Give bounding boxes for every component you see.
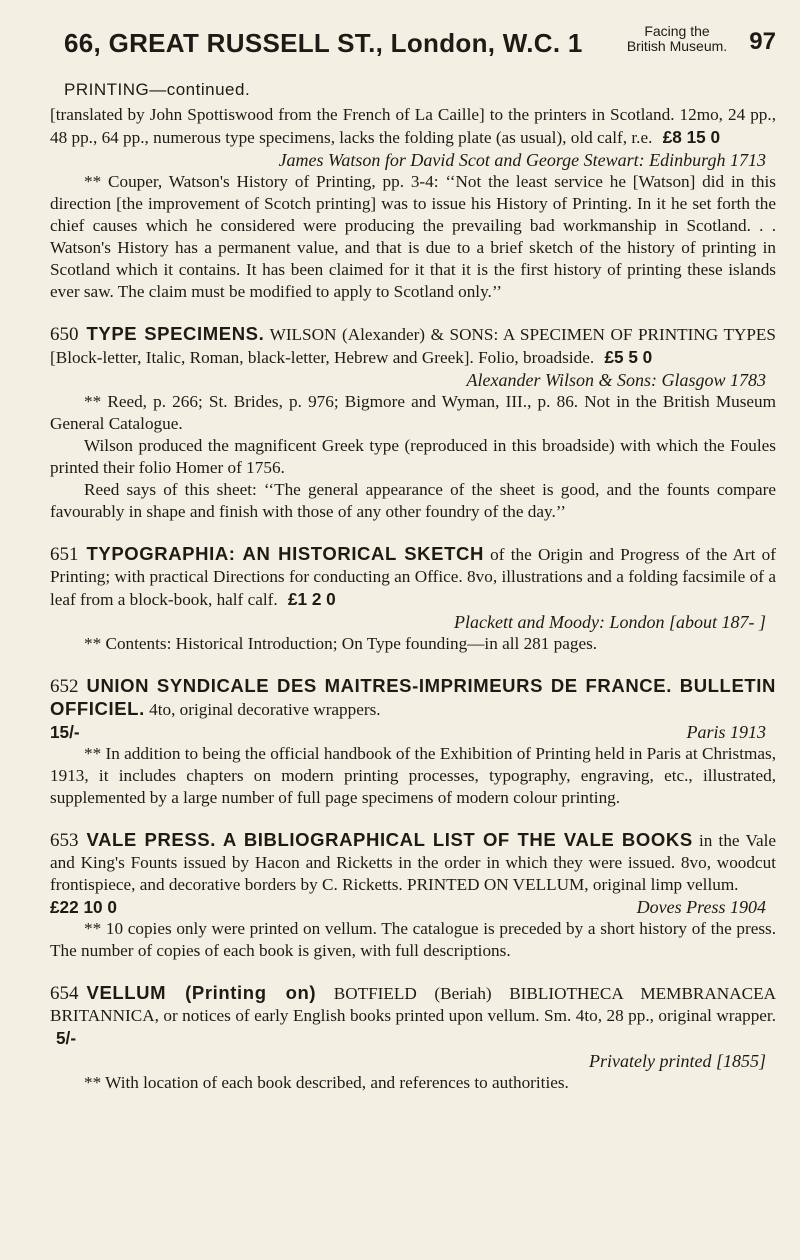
entry-650 (50, 323, 776, 523)
entry-number: 650 (50, 324, 79, 345)
entry-title: TYPE SPECIMENS. (86, 323, 265, 344)
entry-note: ** With location of each book described, and references to authorities. (84, 1073, 569, 1092)
entry-number: 651 (50, 544, 79, 565)
entry-note: Wilson produced the magnificent Greek type (reproduced in this broadside) with which the Foules printed their folio Homer of 1756. (50, 436, 776, 477)
entry-number: 652 (50, 676, 79, 697)
entry-text (50, 104, 776, 149)
entry-note: ** Couper, Watson's History of Printing, pp. 3-4: ‘‘Not the least service he [Watson] did in this direction [the improvement of Scotch printing] was to issue his History of Printing. In it he set forth the chief causes which he considered were producing the prevailing bad workmanship in Scotland. . . Watson's History has a permanent value, and that is due to a brief sketch of the history of printing in Scotland which it contains. It has been claimed for it that it is the first history of printing these islands ever saw. The claim must be modified to apply to Scotland only.’’ (50, 172, 776, 301)
entry-price: £22 10 0 (50, 897, 117, 917)
entry-653 (50, 829, 776, 962)
entry-number: 653 (50, 830, 79, 851)
entry-price: 5/- (56, 1028, 77, 1048)
entry-text (50, 323, 776, 369)
entry-text (50, 982, 776, 1050)
entry-description: WILSON (Alexander) & SONS: A SPECIMEN OF PRINTING TYPES [Block-letter, Italic, Roman, black-letter, Hebrew and Greek]. Folio, broadside. (50, 325, 776, 367)
entry-note: Reed says of this sheet: ‘‘The general appearance of the sheet is good, and the founts compare favourably in shape and finish with those of any other foundry of the day.’’ (50, 480, 776, 521)
facing-line-1: Facing the (644, 23, 710, 39)
header-facing-note (624, 24, 730, 54)
entry-note: ** Contents: Historical Introduction; On Type founding—in all 281 pages. (84, 634, 598, 653)
entry-title: VALE PRESS. A BIBLIOGRAPHICAL LIST OF THE VALE BOOKS (86, 829, 693, 850)
entry-note: ** In addition to being the official handbook of the Exhibition of Printing held in Paris at Christmas, 1913, it includes chapters on modern printing processes, typography, engraving, etc., illustrated, supplemented by a large number of full page specimens of modern colour printing. (50, 744, 776, 807)
entry-title: TYPOGRAPHIA: AN HISTORICAL SKETCH (86, 543, 484, 564)
entry-imprint: Doves Press 1904 (636, 897, 766, 917)
entry-description: BOTFIELD (Beriah) BIBLIOTHECA MEMBRANACEA BRITANNICA, or notices of early English books printed upon vellum. Sm. 4to, 28 pp., original wrapper. (50, 984, 777, 1025)
entry-text (50, 675, 776, 721)
page-number: 97 (749, 28, 776, 55)
header-address: 66, GREAT RUSSELL ST., London, W.C. 1 (64, 28, 583, 58)
entry-title: UNION SYNDICALE DES MAITRES-IMPRIMEURS DE FRANCE. BULLETIN OFFICIEL. (50, 675, 776, 719)
entry-note: ** Reed, p. 266; St. Brides, p. 976; Bigmore and Wyman, III., p. 86. Not in the British Museum General Catalogue. (50, 392, 776, 433)
entry-imprint: Paris 1913 (686, 722, 766, 742)
section-continued-heading: PRINTING—continued. (64, 80, 251, 99)
entry-price-imprint-row (50, 896, 776, 918)
entry-price: £5 5 0 (604, 347, 653, 367)
facing-line-2: British Museum. (626, 38, 728, 54)
entry-654 (50, 982, 776, 1094)
entry-title: VELLUM (Printing on) (86, 982, 317, 1003)
entry-imprint: Privately printed [1855] (589, 1051, 766, 1071)
entry-price: 15/- (50, 722, 80, 742)
entry-651 (50, 543, 776, 655)
entry-text (50, 829, 776, 896)
entry-note: ** 10 copies only were printed on vellum. The catalogue is preceded by a short history of the press. The number of copies of each book is given, with full descriptions. (50, 919, 776, 960)
entry-description: of the Origin and Progress of the Art of Printing; with practical Directions for conducting an Office. 8vo, illustrations and a folding facsimile of a leaf from a block-book, half calf. (50, 545, 776, 609)
entry-imprint: Plackett and Moody: London [about 187- ] (454, 612, 766, 632)
entry-description: in the Vale and King's Founts issued by Hacon and Ricketts in the order in which they were issued. 8vo, woodcut frontispiece, and decorative borders by C. Ricketts. PRINTED ON VELLUM, original limp vellum. (50, 831, 776, 894)
entry-imprint: Alexander Wilson & Sons: Glasgow 1783 (466, 370, 766, 390)
entry-continued (50, 104, 776, 303)
entry-imprint: James Watson for David Scot and George Stewart: Edinburgh 1713 (278, 150, 766, 170)
entry-number: 654 (50, 983, 79, 1004)
entry-price-imprint-row (50, 721, 776, 743)
entry-text (50, 543, 776, 611)
running-header (64, 18, 776, 68)
entry-description: [translated by John Spottiswood from the French of La Caille] to the printers in Scotland. 12mo, 24 pp., 48 pp., 64 pp., numerous type specimens, lacks the folding plate (as usual), old calf, r.e. (50, 105, 776, 147)
entries-body (50, 104, 776, 1114)
entry-652 (50, 675, 776, 809)
entry-description: 4to, original decorative wrappers. (149, 700, 381, 719)
entry-price: £8 15 0 (662, 127, 721, 147)
entry-price: £1 2 0 (287, 589, 336, 609)
